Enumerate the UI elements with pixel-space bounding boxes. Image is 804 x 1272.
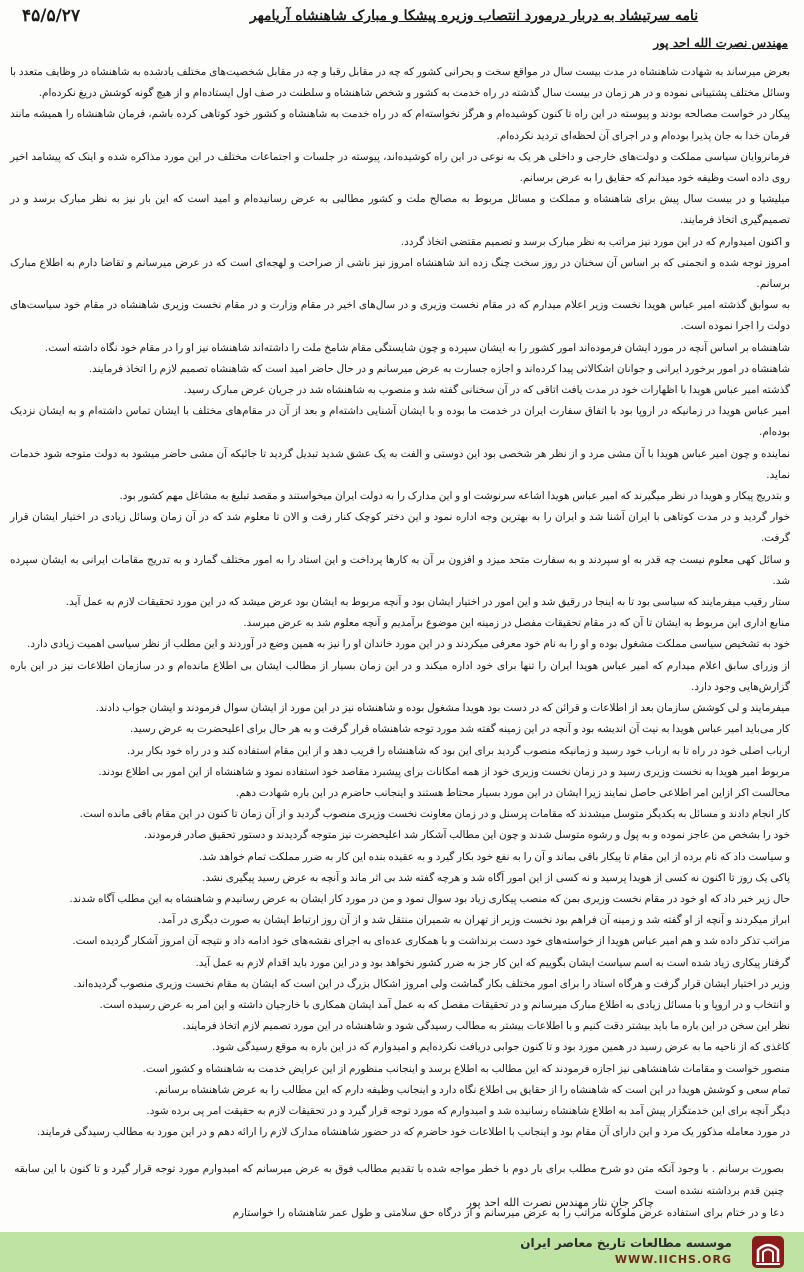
letter-paragraph: شاهنشاه بر اساس آنچه در مورد ایشان فرموده‌اند امور کشور را به ایشان سپرده و چون شایستگی مقام شامخ ملت را داشته‌اند شاهنشاه نیز او را در مقام خود نگاه داشته است. xyxy=(44,341,790,354)
letter-body xyxy=(10,62,790,1143)
letter-paragraph: بعرض میرساند به شهادت شاهنشاه در مدت بیست سال در مواقع سخت و بحرانی کشور که چه در مقابل رقبا و چه در مقابل شخصیت‌های مختلف یادشده به شاهنشاه در وظایف متعدد با وسائل مختلف پشتیبانی نموده و در هر زمان در بیست سال گذشته در راه خدمت به کشور و شخص شاهنشاه و سلطنت در صف اول ایستاده‌ام و از هیچ گونه کوشش دریغ نکرده‌ام. xyxy=(10,66,790,100)
letter-paragraph: حال زیر خبر داد که او خود در مقام نخست وزیری بمن که منصب پیکاری زیاد بود سوال نمود و من در مورد کار ایشان به عرض رسانیدم و شاهنشاه به این مطلب آگاه شدند. xyxy=(69,892,790,905)
letter-paragraph: کار می‌باید امیر عباس هویدا به نیت آن اندیشه بود و آنچه در این زمینه گفته شد مورد توجه شاهنشاه قرار گرفت و به هر حال برای اعلیحضرت به عرض رسید. xyxy=(130,723,790,736)
letter-paragraph: گذشته امیر عباس هویدا با اظهارات خود در مدت یافت اتاقی که در آن سخنانی گفته شد و منصوب به شاهنشاه شد در جریان عرض مبارک رسید. xyxy=(183,384,790,397)
letter-closing xyxy=(12,1158,784,1224)
archive-website-link[interactable]: WWW.IICHS.ORG xyxy=(614,1253,732,1266)
letter-paragraph: منابع اداری این مربوط به ایشان تا آن که در مقام تحقیقات مفصل در زمینه این موضوع برآمدیم و آنچه معلوم شد به عرض میرسد. xyxy=(243,617,790,630)
letter-paragraph: خوار گردید و در مدت کوتاهی با ایران آشنا شد و ایران را به بهترین وجه اداره نمود و این دختر کوچک کنار رفت و الان تا معلوم شد که در آن زمان وسائل زیادی در اختیار ایشان قرار گرفت. xyxy=(10,511,790,545)
letter-paragraph: کار انجام دادند و مسائل به یکدیگر متوسل میشدند که مقامات پرسنل و در زمان معاونت نخست وزیری منصوب گردید و از آن زمان تا کنون در این مقام باقی مانده است. xyxy=(79,808,790,821)
letter-paragraph: مربوط امیر هویدا به نخست وزیری رسید و در زمان نخست وزیری خود از همه امکانات برای پیشبرد مقاصد خود استفاده نمود و شاهنشاه از این امور بی اطلاع بودند. xyxy=(98,765,790,778)
closing-line-2: دعا و در ختام برای استفاده عرض ملوکانه مراتب را به عرض میرسانم و از درگاه حق سلامتی و طول عمر شاهنشاه را خواستارم xyxy=(232,1207,784,1219)
letter-paragraph: وزیر در اختیار ایشان قرار گرفت و هرگاه استاد را برای امور مختلف بکار گماشت ولی امروز اشکال بزرگ در این است که ایشان به مقام نخست وزیری منصوب گردیده‌اند. xyxy=(73,977,790,990)
letter-paragraph: فرمانروایان سیاسی مملکت و دولت‌های خارجی و داخلی هر یک به نوعی در این راه کوشیده‌اند، پیوسته در جلسات و اجتماعات مختلف در این مورد مذاکره شده و اینک که پیشامد اخیر روی داده است وظیفه خود میدانم که حقایق را به عرض برسانم. xyxy=(10,150,790,185)
archive-org-name: موسسه مطالعات تاریخ معاصر ایران xyxy=(520,1236,732,1250)
letter-paragraph: محالست اکر ازاین امر اطلاعی حاصل نمایند زیرا ایشان در این مورد بسیار محتاط هستند و اینجانب حاضرم در این باره شهادت دهم. xyxy=(235,786,790,799)
letter-paragraph: میلیشیا و در بیست سال پیش برای شاهنشاه و مملکت و مسائل مربوط به مصالح ملت و کشور مطالبی به عرض رسانیده‌ام و امید است که این بار نیز به نظر مبارک برسد و در تصمیم‌گیری اتخاذ فرمایند. xyxy=(10,193,790,227)
letter-paragraph: مراتب تذکر داده شد و هم امیر عباس هویدا از خواسته‌های خود دست برنداشت و با همکاری عده‌ای به اجرای نقشه‌های خود ادامه داد و نتیجه آن امروز آشکار گردیده است. xyxy=(72,935,790,948)
document-date: ۴۵/۵/۲۷ xyxy=(22,6,81,26)
letter-paragraph: کاغذی که از ناحیه ما به عرض رسید در همین مورد بود و تا کنون جوابی دریافت نکرده‌ایم و امیدوارم که در این باره به موقع رسیدگی شود. xyxy=(211,1041,790,1054)
letter-paragraph: امیر عباس هویدا در زمانیکه در اروپا بود با اتفاق سفارت ایران در خدمت ما بوده و با ایشان آشنایی داشته‌ام و بعد از آن در مقام‌های مختلف با ایشان تماس داشته‌ام و به ایشان نزدیک بوده‌ام. xyxy=(10,405,790,439)
letter-paragraph: و بتدریج پیکار و هویدا در نظر میگیرند که امیر عباس هویدا اشاعه سرنوشت او و این مدارک را به دولت ایران میخواستند و مقصد تبلیغ به مشاغل مهم کشور بود. xyxy=(119,490,790,503)
letter-paragraph: شاهنشاه در امور برخورد ایرانی و جوانان اشکالاتی پیدا کرده‌اند و اجازه جسارت به عرض میرسانم و در حال حاضر امید است که شاهنشاه تصمیم لازم را اتخاذ فرمایند. xyxy=(88,362,790,375)
iichs-logo-icon xyxy=(746,1234,790,1270)
letter-paragraph: ستار رقیب میفرمایند که سیاسی بود تا به اینجا در رقیق شد و این امور در اختیار ایشان بود و آنچه مربوط به ایشان بود عرض میشد که در این مورد تحقیقات لازم به عمل آید. xyxy=(65,596,790,609)
letter-paragraph: نماینده و چون امیر عباس هویدا با آن مشی مرد و از نظر هر شخصی بود این دوستی و الفت به یک عشق شدید تبدیل گردید تا جائیکه آن مشی حاضر میشود به دولت متوجه شود خدمات نماید. xyxy=(10,447,790,481)
letter-paragraph: امروز توجه شده و انجمنی که بر اساس آن سخنان در روز سخت چنگ زده اند شاهنشاه امروز نیز ناشی از صراحت و لهجه‌ای است که در عرض میرسانم و تقاضا دارم به اطلاع مبارک برسانم. xyxy=(10,256,790,291)
letter-paragraph: پیکار در خواست مصالحه بودند و پیوسته در این راه تا کنون کوشیده‌ام و هرگز نخواسته‌ام که در راه خدمت به شاهنشاه و کشور خود کوتاهی کرده باشم، فرمان شاهنشاه را همیشه مانند فرمان خدا به جان پذیرا بوده‌ام و در اجرای آن لحظه‌ای تردید نکرده‌ام. xyxy=(10,108,790,142)
letter-paragraph: و سیاست داد که نام برده از این مقام تا پیکار باقی بماند و آن را به نفع خود بکار گیرد و به عقیده بنده این کار به ضرر مملکت تمام خواهد شد. xyxy=(198,850,790,863)
document-title: نامه سرتیشاد به دربار درمورد انتصاب وزیره پیشکا و مبارک شاهنشاه آریامهر xyxy=(249,8,699,24)
letter-paragraph: ارباب اصلی خود در راه تا به ارباب خود رسید و زمانیکه منصوب گردید برای این بود که شاهنشاه را فریب دهد و از این مقام استفاده کند و در راه خود بکار برد. xyxy=(126,744,790,757)
letter-paragraph: میفرمایند و لی کوشش سازمان بعد از اطلاعات و قرائن که در دست بود هویدا مشغول بوده و شاهنشاه نیز در این مورد از ایشان سوال فرمودند و ایشان جواب دادند. xyxy=(95,702,790,715)
letter-paragraph: ابراز میکردند و آنچه از او گفته شد و زمینه آن فراهم بود نخست وزیر از تهران به شمیران منتقل شد و از آن روز ارتباط ایشان به صورت دیگری در آمد. xyxy=(158,914,790,927)
letter-paragraph: خود به تشخیص سیاسی مملکت مشغول بوده و او را به نام خود معرفی میکردند و در این مورد خاندان او را نیز به همین وضع در آوردند و این مطلب از نظر سیاسی اهمیت زیادی دارد. xyxy=(27,638,790,651)
letter-paragraph: پاکی یک روز تا اکنون نه کسی از هویدا پرسید و نه کسی از این امور آگاه شد و هرچه گفته شد بی اثر ماند و آنچه به عرض رسید پیگیری نشد. xyxy=(202,871,790,884)
document-author: مهندس نصرت الله احد پور xyxy=(653,36,788,50)
letter-paragraph: از وزرای سابق اعلام میدارم که امیر عباس هویدا ایران را تنها برای خود اداره میکند و در این زمان بسیار از مطالب ایشان بی اطلاع مانده‌ام و در سازمان اطلاعات نیز در این باره گزارش‌هایی وجود دارد. xyxy=(10,659,790,693)
signature: چاکر جان نثار مهندس نصرت الله احد پور xyxy=(466,1196,654,1209)
letter-paragraph: دیگر آنچه برای این خدمتگزار پیش آمد به اطلاع شاهنشاه رسانیده شد و امیدوارم که مورد توجه قرار گیرد و در تحقیقات لازم به حقیقت امر پی برده شود. xyxy=(146,1104,790,1117)
letter-paragraph: و اکنون امیدوارم که در این مورد نیز مراتب به نظر مبارک برسد و تصمیم مقتضی اتخاذ گردد. xyxy=(400,235,790,248)
letter-paragraph: تمام سعی و کوشش هویدا در این است که شاهنشاه را از حقایق بی اطلاع نگاه دارد و اینجانب وظیفه دارم که این مطالب را به عرض شاهنشاه برسانم. xyxy=(154,1083,790,1096)
letter-paragraph: گرفتار پیکاری زیاد شده است به اسم سیاست ایشان بگوییم که این کار جز به ضرر کشور نخواهد بود و در این مورد باید اقدام لازم به عمل آید. xyxy=(195,956,790,969)
closing-line-1: بصورت برسانم . با وجود آنکه متن دو شرح مطلب برای بار دوم با خطر مواجه شده با تقدیم مطالب فوق به عرض میرسانم که امیدوارم مورد توجه قرار گیرد و تا کنون با این سابقه چنین قدم برداشته نشده است xyxy=(14,1163,784,1197)
letter-paragraph: نظر این سخن در این باره ما باید بیشتر دقت کنیم و با اطلاعات بیشتر به مطالب رسیدگی شود و شاهنشاه در این مورد تصمیم لازم اتخاذ فرمایند. xyxy=(182,1020,790,1033)
letter-paragraph: و انتخاب و در اروپا و با مسائل زیادی به اطلاع مبارک میرسانم و در تحقیقات مفصل که به عمل آمد ایشان همکاری با خارجیان داشته و این امر به عرض رسیده است. xyxy=(99,998,790,1011)
letter-paragraph: خود را بشخص من عاجز نموده و به پول و رشوه متوسل شدند و چون این مطالب آشکار شد اعلیحضرت نیز متوجه گردیدند و دستور تحقیق صادر فرمودند. xyxy=(143,829,790,842)
archive-footer xyxy=(0,1232,804,1272)
letter-paragraph: و سائل کهی معلوم نیست چه قدر به او سپردند و به سفارت متحد میزد و افزون بر آن به کارها پرداخت و این استاد را به امور مختلف گمارد و به تدریج مقامات ایرانی به ایشان سپرده شد. xyxy=(10,553,790,587)
letter-paragraph: منصور خواست و مقامات شاهنشاهی نیز اجازه فرمودند که این مطالب به اطلاع برسد و اینجانب منظورم از این عرایض خدمت به شاهنشاه و کشور است. xyxy=(142,1062,790,1075)
letter-paragraph: در مورد معامله مذکور یک مرد و این دارای آن مقام بود و اینجانب با اطلاعات خود حاضرم که در حضور شاهنشاه مدارک لازم را ارائه دهم و در این مورد به مطالب رسیدگی فرمایند. xyxy=(36,1126,790,1139)
letter-paragraph: به سوابق گذشته امیر عباس هویدا نخست وزیر اعلام میدارم که در مقام نخست وزیری و در سال‌های اخیر در مقام وزارت و در مقام نخست وزیری شاهنشاه در مقام خود سیاست‌های دولت را اجرا نموده است. xyxy=(10,299,790,333)
